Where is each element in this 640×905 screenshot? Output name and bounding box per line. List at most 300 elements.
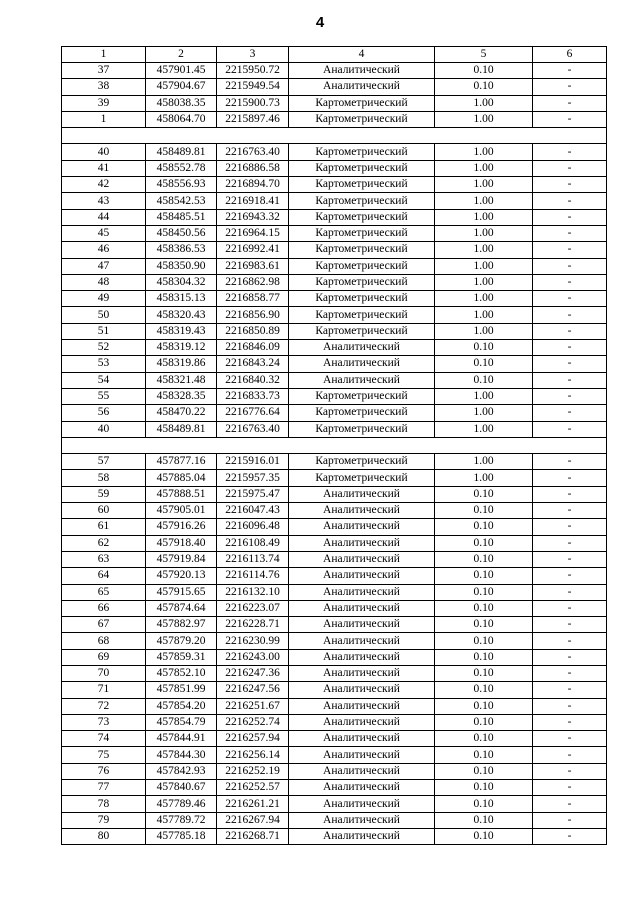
- accuracy-cell: 0.10: [435, 486, 533, 502]
- table-row: [62, 763, 607, 779]
- accuracy-cell: 1.00: [435, 323, 533, 339]
- accuracy-cell: 1.00: [435, 470, 533, 486]
- accuracy-cell: 0.10: [435, 600, 533, 616]
- point-number-cell: 55: [62, 388, 146, 404]
- y-coordinate-cell: 2216261.21: [217, 796, 289, 812]
- accuracy-cell: 0.10: [435, 356, 533, 372]
- table-row: [62, 242, 607, 258]
- table-row: [62, 796, 607, 812]
- accuracy-cell: 0.10: [435, 731, 533, 747]
- note-cell: -: [533, 144, 607, 160]
- y-coordinate-cell: 2216894.70: [217, 177, 289, 193]
- note-cell: -: [533, 470, 607, 486]
- accuracy-cell: 1.00: [435, 291, 533, 307]
- point-number-cell: 56: [62, 405, 146, 421]
- table-row: [62, 812, 607, 828]
- x-coordinate-cell: 458304.32: [146, 274, 217, 290]
- point-number-cell: 71: [62, 682, 146, 698]
- method-cell: Аналитический: [289, 731, 435, 747]
- point-number-cell: 51: [62, 323, 146, 339]
- point-number-cell: 65: [62, 584, 146, 600]
- y-coordinate-cell: 2216776.64: [217, 405, 289, 421]
- note-cell: -: [533, 763, 607, 779]
- y-coordinate-cell: 2216252.19: [217, 763, 289, 779]
- x-coordinate-cell: 458320.43: [146, 307, 217, 323]
- x-coordinate-cell: 457785.18: [146, 828, 217, 844]
- table-row: [62, 193, 607, 209]
- accuracy-cell: 1.00: [435, 111, 533, 127]
- method-cell: Картометрический: [289, 323, 435, 339]
- point-number-cell: 63: [62, 551, 146, 567]
- point-number-cell: 80: [62, 828, 146, 844]
- y-coordinate-cell: 2216247.36: [217, 665, 289, 681]
- x-coordinate-cell: 457888.51: [146, 486, 217, 502]
- method-cell: Аналитический: [289, 340, 435, 356]
- y-coordinate-cell: 2216943.32: [217, 209, 289, 225]
- method-cell: Картометрический: [289, 209, 435, 225]
- table-row: [62, 454, 607, 470]
- table-row: [62, 111, 607, 127]
- y-coordinate-cell: 2216862.98: [217, 274, 289, 290]
- method-cell: Картометрический: [289, 225, 435, 241]
- method-cell: Аналитический: [289, 519, 435, 535]
- y-coordinate-cell: 2216243.00: [217, 649, 289, 665]
- accuracy-cell: 0.10: [435, 568, 533, 584]
- method-cell: Картометрический: [289, 242, 435, 258]
- method-cell: Аналитический: [289, 372, 435, 388]
- accuracy-cell: 0.10: [435, 812, 533, 828]
- y-coordinate-cell: 2216252.57: [217, 780, 289, 796]
- x-coordinate-cell: 458315.13: [146, 291, 217, 307]
- y-coordinate-cell: 2216983.61: [217, 258, 289, 274]
- note-cell: -: [533, 225, 607, 241]
- x-coordinate-cell: 458542.53: [146, 193, 217, 209]
- point-number-cell: 75: [62, 747, 146, 763]
- point-number-cell: 70: [62, 665, 146, 681]
- column-header: 4: [289, 47, 435, 63]
- method-cell: Аналитический: [289, 682, 435, 698]
- note-cell: -: [533, 486, 607, 502]
- x-coordinate-cell: 457842.93: [146, 763, 217, 779]
- point-number-cell: 50: [62, 307, 146, 323]
- table-row: [62, 486, 607, 502]
- y-coordinate-cell: 2216846.09: [217, 340, 289, 356]
- table-row: [62, 291, 607, 307]
- method-cell: Картометрический: [289, 177, 435, 193]
- note-cell: -: [533, 160, 607, 176]
- point-number-cell: 49: [62, 291, 146, 307]
- y-coordinate-cell: 2216096.48: [217, 519, 289, 535]
- point-number-cell: 40: [62, 144, 146, 160]
- method-cell: Аналитический: [289, 63, 435, 79]
- y-coordinate-cell: 2216840.32: [217, 372, 289, 388]
- y-coordinate-cell: 2216992.41: [217, 242, 289, 258]
- y-coordinate-cell: 2216223.07: [217, 600, 289, 616]
- accuracy-cell: 1.00: [435, 225, 533, 241]
- y-coordinate-cell: 2215949.54: [217, 79, 289, 95]
- point-number-cell: 62: [62, 535, 146, 551]
- y-coordinate-cell: 2216230.99: [217, 633, 289, 649]
- table-row: [62, 568, 607, 584]
- table-row: [62, 307, 607, 323]
- method-cell: Картометрический: [289, 307, 435, 323]
- x-coordinate-cell: 457919.84: [146, 551, 217, 567]
- note-cell: -: [533, 682, 607, 698]
- note-cell: -: [533, 79, 607, 95]
- table-row: [62, 600, 607, 616]
- table-row: [62, 617, 607, 633]
- y-coordinate-cell: 2215950.72: [217, 63, 289, 79]
- table-row: [62, 551, 607, 567]
- method-cell: Аналитический: [289, 486, 435, 502]
- point-number-cell: 46: [62, 242, 146, 258]
- x-coordinate-cell: 457918.40: [146, 535, 217, 551]
- accuracy-cell: 1.00: [435, 388, 533, 404]
- table-header-row: [62, 47, 607, 63]
- table-row: [62, 144, 607, 160]
- x-coordinate-cell: 457916.26: [146, 519, 217, 535]
- method-cell: Картометрический: [289, 144, 435, 160]
- note-cell: -: [533, 177, 607, 193]
- x-coordinate-cell: 457882.97: [146, 617, 217, 633]
- note-cell: -: [533, 63, 607, 79]
- note-cell: -: [533, 291, 607, 307]
- x-coordinate-cell: 458489.81: [146, 144, 217, 160]
- point-number-cell: 57: [62, 454, 146, 470]
- table-row: [62, 388, 607, 404]
- note-cell: -: [533, 698, 607, 714]
- accuracy-cell: 0.10: [435, 763, 533, 779]
- x-coordinate-cell: 458470.22: [146, 405, 217, 421]
- note-cell: -: [533, 372, 607, 388]
- accuracy-cell: 1.00: [435, 307, 533, 323]
- point-number-cell: 69: [62, 649, 146, 665]
- method-cell: Аналитический: [289, 763, 435, 779]
- point-number-cell: 78: [62, 796, 146, 812]
- accuracy-cell: 0.10: [435, 372, 533, 388]
- method-cell: Картометрический: [289, 454, 435, 470]
- page-number: 4: [315, 14, 325, 31]
- y-coordinate-cell: 2216964.15: [217, 225, 289, 241]
- accuracy-cell: 1.00: [435, 258, 533, 274]
- method-cell: Аналитический: [289, 503, 435, 519]
- y-coordinate-cell: 2216114.76: [217, 568, 289, 584]
- accuracy-cell: 0.10: [435, 665, 533, 681]
- accuracy-cell: 1.00: [435, 177, 533, 193]
- x-coordinate-cell: 457789.72: [146, 812, 217, 828]
- x-coordinate-cell: 457840.67: [146, 780, 217, 796]
- accuracy-cell: 0.10: [435, 503, 533, 519]
- note-cell: -: [533, 388, 607, 404]
- point-number-cell: 40: [62, 421, 146, 437]
- separator-cell: [62, 437, 607, 453]
- note-cell: -: [533, 796, 607, 812]
- accuracy-cell: 1.00: [435, 242, 533, 258]
- method-cell: Аналитический: [289, 584, 435, 600]
- point-number-cell: 73: [62, 714, 146, 730]
- x-coordinate-cell: 457905.01: [146, 503, 217, 519]
- note-cell: -: [533, 405, 607, 421]
- note-cell: -: [533, 633, 607, 649]
- point-number-cell: 72: [62, 698, 146, 714]
- point-number-cell: 76: [62, 763, 146, 779]
- note-cell: -: [533, 274, 607, 290]
- point-number-cell: 58: [62, 470, 146, 486]
- note-cell: -: [533, 519, 607, 535]
- table-row: [62, 63, 607, 79]
- column-header: 5: [435, 47, 533, 63]
- method-cell: Аналитический: [289, 356, 435, 372]
- method-cell: Аналитический: [289, 568, 435, 584]
- method-cell: Аналитический: [289, 796, 435, 812]
- x-coordinate-cell: 458321.48: [146, 372, 217, 388]
- table-row: [62, 503, 607, 519]
- column-header: 1: [62, 47, 146, 63]
- table-row: [62, 470, 607, 486]
- method-cell: Картометрический: [289, 193, 435, 209]
- y-coordinate-cell: 2216257.94: [217, 731, 289, 747]
- y-coordinate-cell: 2216918.41: [217, 193, 289, 209]
- y-coordinate-cell: 2215916.01: [217, 454, 289, 470]
- accuracy-cell: 0.10: [435, 340, 533, 356]
- point-number-cell: 41: [62, 160, 146, 176]
- note-cell: -: [533, 503, 607, 519]
- note-cell: -: [533, 828, 607, 844]
- x-coordinate-cell: 458489.81: [146, 421, 217, 437]
- point-number-cell: 45: [62, 225, 146, 241]
- method-cell: Картометрический: [289, 160, 435, 176]
- x-coordinate-cell: 458319.86: [146, 356, 217, 372]
- table-row: [62, 209, 607, 225]
- table-row: [62, 258, 607, 274]
- accuracy-cell: 1.00: [435, 405, 533, 421]
- separator-cell: [62, 128, 607, 144]
- x-coordinate-cell: 458064.70: [146, 111, 217, 127]
- point-number-cell: 47: [62, 258, 146, 274]
- x-coordinate-cell: 457852.10: [146, 665, 217, 681]
- table-row: [62, 79, 607, 95]
- accuracy-cell: 0.10: [435, 747, 533, 763]
- table-body: [62, 47, 607, 845]
- y-coordinate-cell: 2216228.71: [217, 617, 289, 633]
- note-cell: -: [533, 747, 607, 763]
- x-coordinate-cell: 457874.64: [146, 600, 217, 616]
- point-number-cell: 44: [62, 209, 146, 225]
- x-coordinate-cell: 457901.45: [146, 63, 217, 79]
- x-coordinate-cell: 457877.16: [146, 454, 217, 470]
- note-cell: -: [533, 600, 607, 616]
- table-row: [62, 225, 607, 241]
- point-number-cell: 1: [62, 111, 146, 127]
- separator-row: [62, 437, 607, 453]
- point-number-cell: 77: [62, 780, 146, 796]
- method-cell: Аналитический: [289, 828, 435, 844]
- note-cell: -: [533, 584, 607, 600]
- x-coordinate-cell: 458485.51: [146, 209, 217, 225]
- y-coordinate-cell: 2216763.40: [217, 144, 289, 160]
- table-row: [62, 340, 607, 356]
- point-number-cell: 53: [62, 356, 146, 372]
- point-number-cell: 66: [62, 600, 146, 616]
- table-row: [62, 372, 607, 388]
- x-coordinate-cell: 458038.35: [146, 95, 217, 111]
- method-cell: Картометрический: [289, 95, 435, 111]
- accuracy-cell: 1.00: [435, 454, 533, 470]
- accuracy-cell: 1.00: [435, 193, 533, 209]
- note-cell: -: [533, 421, 607, 437]
- method-cell: Картометрический: [289, 274, 435, 290]
- note-cell: -: [533, 535, 607, 551]
- table-row: [62, 160, 607, 176]
- accuracy-cell: 0.10: [435, 649, 533, 665]
- point-number-cell: 64: [62, 568, 146, 584]
- accuracy-cell: 0.10: [435, 519, 533, 535]
- table-row: [62, 95, 607, 111]
- method-cell: Аналитический: [289, 600, 435, 616]
- y-coordinate-cell: 2215957.35: [217, 470, 289, 486]
- point-number-cell: 42: [62, 177, 146, 193]
- y-coordinate-cell: 2216858.77: [217, 291, 289, 307]
- method-cell: Аналитический: [289, 633, 435, 649]
- note-cell: -: [533, 454, 607, 470]
- accuracy-cell: 0.10: [435, 682, 533, 698]
- y-coordinate-cell: 2216886.58: [217, 160, 289, 176]
- point-number-cell: 52: [62, 340, 146, 356]
- y-coordinate-cell: 2216763.40: [217, 421, 289, 437]
- point-number-cell: 61: [62, 519, 146, 535]
- method-cell: Аналитический: [289, 780, 435, 796]
- x-coordinate-cell: 458328.35: [146, 388, 217, 404]
- accuracy-cell: 1.00: [435, 144, 533, 160]
- method-cell: Аналитический: [289, 698, 435, 714]
- y-coordinate-cell: 2216256.14: [217, 747, 289, 763]
- table-row: [62, 780, 607, 796]
- x-coordinate-cell: 457844.91: [146, 731, 217, 747]
- accuracy-cell: 0.10: [435, 551, 533, 567]
- point-number-cell: 54: [62, 372, 146, 388]
- table-row: [62, 421, 607, 437]
- note-cell: -: [533, 242, 607, 258]
- table-row: [62, 731, 607, 747]
- accuracy-cell: 0.10: [435, 63, 533, 79]
- x-coordinate-cell: 457885.04: [146, 470, 217, 486]
- x-coordinate-cell: 457854.20: [146, 698, 217, 714]
- x-coordinate-cell: 458319.43: [146, 323, 217, 339]
- note-cell: -: [533, 258, 607, 274]
- note-cell: -: [533, 649, 607, 665]
- table-row: [62, 633, 607, 649]
- accuracy-cell: 0.10: [435, 633, 533, 649]
- point-number-cell: 74: [62, 731, 146, 747]
- coordinates-table: [61, 46, 607, 845]
- accuracy-cell: 0.10: [435, 828, 533, 844]
- y-coordinate-cell: 2216843.24: [217, 356, 289, 372]
- y-coordinate-cell: 2216252.74: [217, 714, 289, 730]
- table-row: [62, 584, 607, 600]
- y-coordinate-cell: 2216856.90: [217, 307, 289, 323]
- note-cell: -: [533, 111, 607, 127]
- x-coordinate-cell: 457879.20: [146, 633, 217, 649]
- note-cell: -: [533, 209, 607, 225]
- y-coordinate-cell: 2216850.89: [217, 323, 289, 339]
- y-coordinate-cell: 2216833.73: [217, 388, 289, 404]
- note-cell: -: [533, 812, 607, 828]
- separator-row: [62, 128, 607, 144]
- x-coordinate-cell: 457920.13: [146, 568, 217, 584]
- accuracy-cell: 1.00: [435, 421, 533, 437]
- table-row: [62, 665, 607, 681]
- method-cell: Картометрический: [289, 388, 435, 404]
- note-cell: -: [533, 193, 607, 209]
- accuracy-cell: 0.10: [435, 780, 533, 796]
- accuracy-cell: 0.10: [435, 535, 533, 551]
- x-coordinate-cell: 457854.79: [146, 714, 217, 730]
- table-row: [62, 714, 607, 730]
- y-coordinate-cell: 2215900.73: [217, 95, 289, 111]
- note-cell: -: [533, 780, 607, 796]
- point-number-cell: 67: [62, 617, 146, 633]
- table-row: [62, 535, 607, 551]
- table-row: [62, 323, 607, 339]
- table-row: [62, 828, 607, 844]
- y-coordinate-cell: 2216251.67: [217, 698, 289, 714]
- x-coordinate-cell: 458450.56: [146, 225, 217, 241]
- x-coordinate-cell: 458386.53: [146, 242, 217, 258]
- table-row: [62, 649, 607, 665]
- point-number-cell: 39: [62, 95, 146, 111]
- note-cell: -: [533, 307, 607, 323]
- point-number-cell: 38: [62, 79, 146, 95]
- y-coordinate-cell: 2216132.10: [217, 584, 289, 600]
- method-cell: Картометрический: [289, 258, 435, 274]
- method-cell: Картометрический: [289, 470, 435, 486]
- table-row: [62, 698, 607, 714]
- note-cell: -: [533, 551, 607, 567]
- x-coordinate-cell: 458350.90: [146, 258, 217, 274]
- point-number-cell: 79: [62, 812, 146, 828]
- accuracy-cell: 1.00: [435, 95, 533, 111]
- column-header: 6: [533, 47, 607, 63]
- table-row: [62, 682, 607, 698]
- method-cell: Картометрический: [289, 291, 435, 307]
- x-coordinate-cell: 457789.46: [146, 796, 217, 812]
- column-header: 2: [146, 47, 217, 63]
- note-cell: -: [533, 356, 607, 372]
- accuracy-cell: 0.10: [435, 714, 533, 730]
- point-number-cell: 37: [62, 63, 146, 79]
- note-cell: -: [533, 714, 607, 730]
- method-cell: Аналитический: [289, 649, 435, 665]
- table-row: [62, 274, 607, 290]
- accuracy-cell: 1.00: [435, 274, 533, 290]
- column-header: 3: [217, 47, 289, 63]
- method-cell: Картометрический: [289, 421, 435, 437]
- y-coordinate-cell: 2216047.43: [217, 503, 289, 519]
- accuracy-cell: 0.10: [435, 796, 533, 812]
- y-coordinate-cell: 2215897.46: [217, 111, 289, 127]
- point-number-cell: 43: [62, 193, 146, 209]
- method-cell: Аналитический: [289, 665, 435, 681]
- method-cell: Аналитический: [289, 535, 435, 551]
- y-coordinate-cell: 2216268.71: [217, 828, 289, 844]
- x-coordinate-cell: 457904.67: [146, 79, 217, 95]
- note-cell: -: [533, 617, 607, 633]
- note-cell: -: [533, 665, 607, 681]
- note-cell: -: [533, 568, 607, 584]
- method-cell: Картометрический: [289, 405, 435, 421]
- note-cell: -: [533, 340, 607, 356]
- point-number-cell: 48: [62, 274, 146, 290]
